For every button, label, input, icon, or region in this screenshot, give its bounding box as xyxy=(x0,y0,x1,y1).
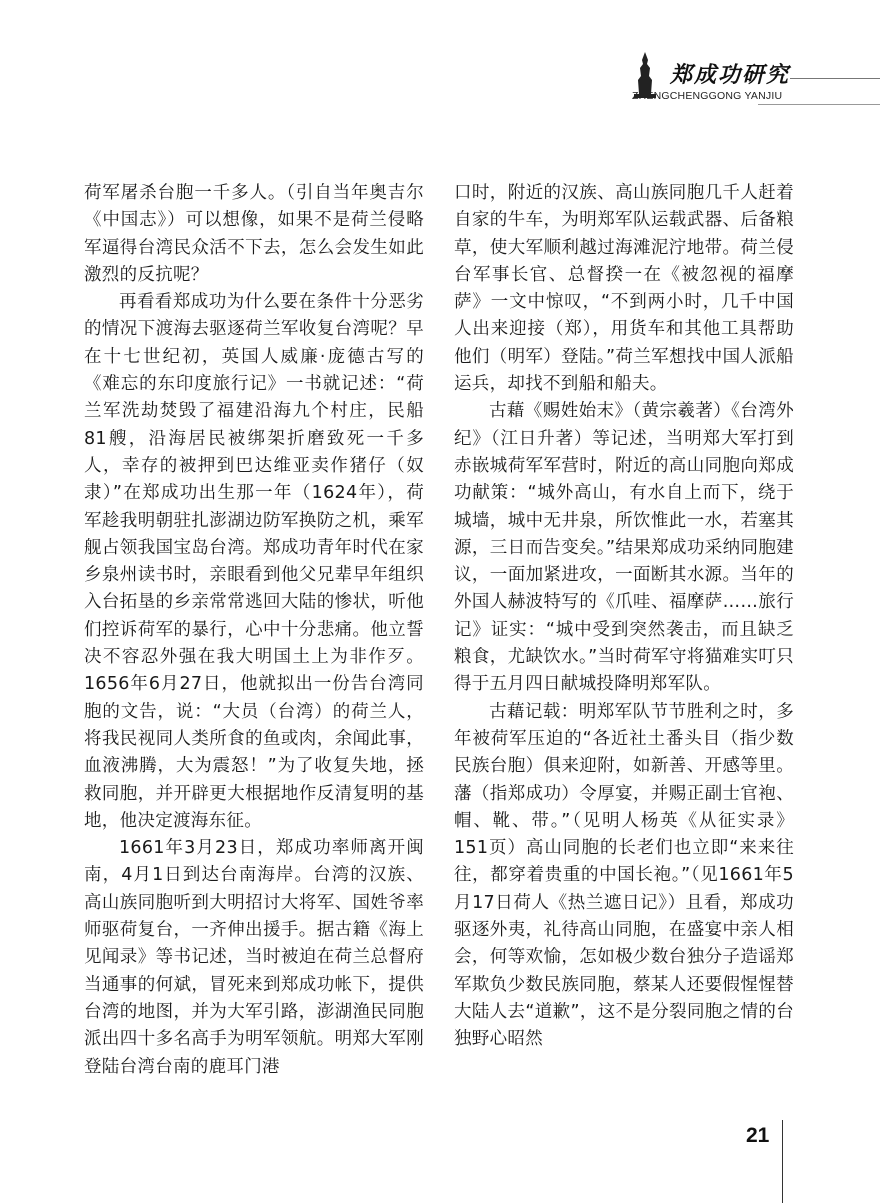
paragraph: 古藉记载：明郑军队节节胜利之时，多年被荷军压迫的“各近社土番头目（指少数民族台胞）俱来迎附，如新善、开感等里。藩（指郑成功）令厚宴，并赐正副士官袍、帽、靴、带。”（见明人杨英《从征实录》151页）高山同胞的长老们也立即“来来往往，都穿着贵重的中国长袍。”（见1661年5月17日荷人《热兰遮日记》）且看，郑成功驱逐外夷，礼待高山同胞，在盛宴中亲人相会，何等欢愉，怎如极少数台独分子造谣郑军欺负少数民族同胞，蔡某人还要假惺惺替大陆人去“道歉”，这不是分裂同胞之情的台独野心昭然 xyxy=(454,701,794,1050)
journal-title: 郑成功研究 xyxy=(670,62,791,88)
page-number-divider xyxy=(782,1120,783,1203)
right-column xyxy=(454,180,794,1054)
paragraph: 荷军屠杀台胞一千多人。（引自当年奥吉尔《中国志》）可以想像，如果不是荷兰侵略军逼得台湾民众活不下去，怎么会发生如此激烈的反抗呢？ xyxy=(84,183,424,285)
header-divider-lower xyxy=(758,104,880,105)
journal-header xyxy=(630,50,880,110)
journal-title-en: ZHENGCHENGGONG YANJIU xyxy=(632,90,783,102)
paragraph: 1661年3月23日，郑成功率师离开闽南，4月1日到达台南海岸。台湾的汉族、高山族同胞听到大明招讨大将军、国姓爷率师驱荷复台，一齐伸出援手。据古籍《海上见闻录》等书记述，当时被迫在荷兰总督府当通事的何斌，冒死来到郑成功帐下，提供台湾的地图，并为大军引路，澎湖渔民同胞派出四十多名高手为明军领航。明郑大军刚登陆台湾台南的鹿耳门港 xyxy=(84,838,424,1077)
paragraph: 古藉《赐姓始末》（黄宗羲著）《台湾外纪》（江日升著）等记述，当明郑大军打到赤嵌城荷军军营时，附近的高山同胞向郑成功献策：“城外高山，有水自上而下，绕于城墙，城中无井泉，所饮惟此一水，若塞其源，三日而告变矣。”结果郑成功采纳同胞建议，一面加紧进攻，一面断其水源。当年的外国人赫波特写的《爪哇、福摩萨……旅行记》证实：“城中受到突然袭击，而且缺乏粮食，尤缺饮水。”当时荷军守将猫难实叮只得于五月四日献城投降明郑军队。 xyxy=(454,401,794,695)
page-number: 21 xyxy=(746,1124,770,1147)
paragraph: 再看看郑成功为什么要在条件十分恶劣的情况下渡海去驱逐荷兰军收复台湾呢？早在十七世纪初，英国人威廉·庞德古写的《难忘的东印度旅行记》一书就记述：“荷兰军洗劫焚毁了福建沿海九个村庄，民船81艘，沿海居民被绑架折磨致死一千多人，幸存的被押到巴达维亚卖作猪仔（奴隶）”在郑成功出生那一年（1624年），荷军趁我明朝驻扎澎湖边防军换防之机，乘军舰占领我国宝岛台湾。郑成功青年时代在家乡泉州读书时，亲眼看到他父兄辈早年组织入台拓垦的乡亲常常逃回大陆的惨状，听他们控诉荷军的暴行，心中十分悲痛。他立誓决不容忍外强在我大明国土上为非作歹。1656年6月27日，他就拟出一份告台湾同胞的文告，说：“大员（台湾）的荷兰人，将我民视同人类所食的鱼或肉，余闻此事，血液沸腾，大为震怒！”为了收复失地，拯救同胞，并开辟更大根据地作反清复明的基地，他决定渡海东征。 xyxy=(84,292,424,831)
header-divider xyxy=(790,78,880,79)
paragraph: 口时，附近的汉族、高山族同胞几千人赶着自家的牛车，为明郑军队运载武器、后备粮草，使大军顺利越过海滩泥泞地带。荷兰侵台军事长官、总督揆一在《被忽视的福摩萨》一文中惊叹，“不到两小时，几千中国人出来迎接（郑），用货车和其他工具帮助他们（明军）登陆。”荷兰军想找中国人派船运兵，却找不到船和船夫。 xyxy=(454,183,794,395)
left-column xyxy=(84,180,424,1081)
